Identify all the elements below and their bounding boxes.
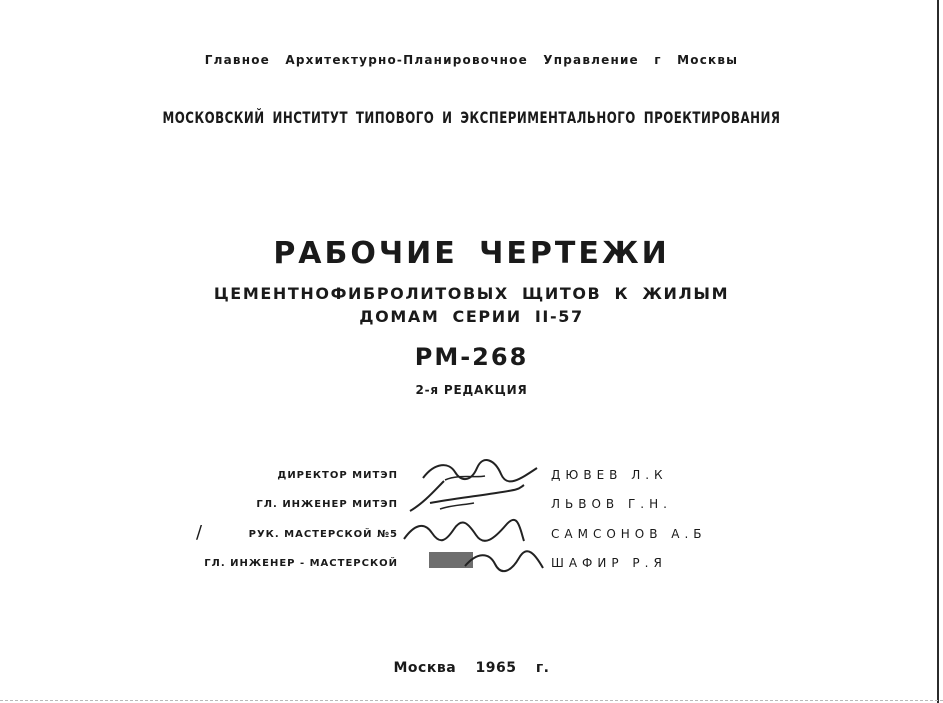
signature-role: ДИРЕКТОР МИТЭП bbox=[277, 470, 398, 481]
ministry-line: Главное Архитектурно-Планировочное Управление г Москвы bbox=[204, 53, 739, 67]
signature-role: РУК. МАСТЕРСКОЙ №5 bbox=[248, 529, 398, 540]
document-code: РМ-268 bbox=[414, 343, 529, 371]
signature-role: ГЛ. ИНЖЕНЕР - МАСТЕРСКОЙ bbox=[204, 558, 398, 569]
signatory-name: ДЮВЕВ Л.К bbox=[551, 468, 668, 482]
page-edge-bottom bbox=[0, 699, 943, 701]
city-year: Москва 1965 г. bbox=[393, 660, 550, 676]
document-subtitle-line-1: ЦЕМЕНТНОФИБРОЛИТОВЫХ ЩИТОВ К ЖИЛЫМ bbox=[213, 284, 730, 303]
signature-role: ГЛ. ИНЖЕНЕР МИТЭП bbox=[256, 499, 398, 510]
signatory-name: ШАФИР Р.Я bbox=[551, 556, 667, 570]
signatory-name: ЛЬВОВ Г.Н. bbox=[551, 497, 672, 511]
document-subtitle-line-2: ДОМАМ СЕРИИ II-57 bbox=[359, 307, 584, 326]
handwritten-signature-icon bbox=[400, 475, 530, 519]
document-title: РАБОЧИЕ ЧЕРТЕЖИ bbox=[273, 236, 670, 271]
signatory-name: САМСОНОВ А.Б bbox=[551, 527, 707, 541]
institute-name: МОСКОВСКИЙ ИНСТИТУТ ТИПОВОГО И ЭКСПЕРИМЕНТАЛЬНОГО ПРОЕКТИРОВАНИЯ bbox=[162, 108, 781, 127]
edition-label: 2-я РЕДАКЦИЯ bbox=[415, 383, 528, 397]
slash-mark: / bbox=[196, 522, 203, 543]
signature-row-workshop-engineer bbox=[0, 554, 943, 578]
handwritten-signature-icon bbox=[425, 544, 555, 578]
